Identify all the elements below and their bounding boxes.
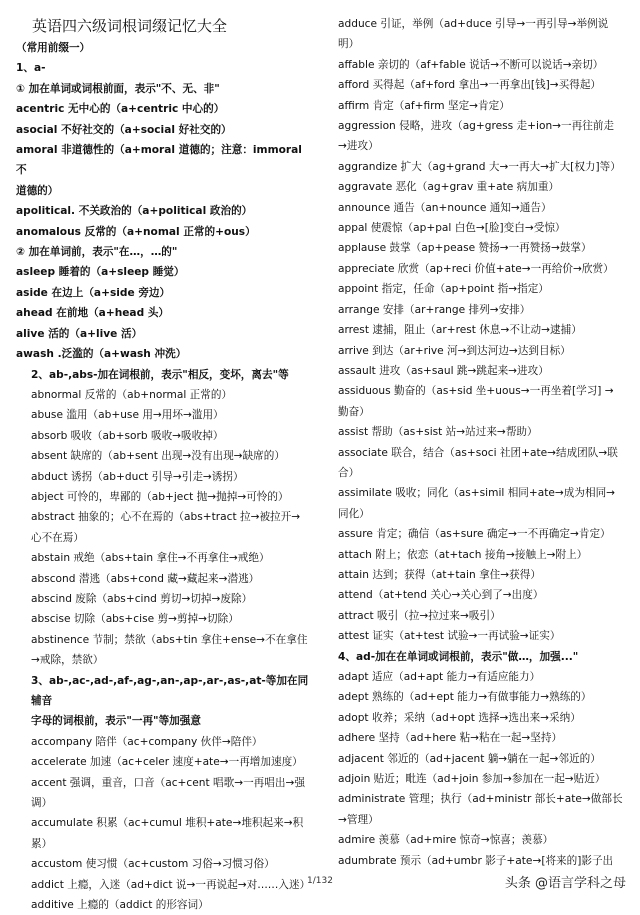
left-column-line: →戒除，禁欲） bbox=[31, 654, 104, 667]
left-column-line: （常用前缀一） bbox=[16, 42, 91, 54]
left-column-line: accent 强调，重音，口音（ac+cent 唱歌→一再唱出→强 bbox=[31, 776, 305, 789]
right-column-line: aggrandize 扩大（ag+grand 大→一再大→扩大[权力]等） bbox=[338, 160, 621, 173]
right-column-lines bbox=[338, 14, 630, 871]
right-column-line: 勤奋） bbox=[338, 405, 370, 418]
left-column-line: accumulate 积累（ac+cumul 堆积+ate→堆积起来→积 bbox=[31, 817, 304, 830]
right-column-line: 4、ad-加在在单词或词根前，表示"做…，加强..." bbox=[338, 650, 579, 663]
left-column-line: accompany 陪伴（ac+company 伙伴→陪伴） bbox=[31, 735, 263, 748]
left-column-line: acentric 无中心的（a+centric 中心的） bbox=[16, 103, 225, 116]
right-column-line: associate 联合，结合（as+soci 社团+ate→结成团队→联 bbox=[338, 446, 618, 459]
right-column-line: aggravate 恶化（ag+grav 重+ate 病加重） bbox=[338, 181, 560, 194]
left-column-line: amoral 非道德性的（a+moral 道德的；注意：immoral 不 bbox=[16, 144, 302, 177]
right-column-line: admire 羡慕（ad+mire 惊奇→惊喜；羡慕） bbox=[338, 834, 554, 847]
right-column-line: adapt 适应（ad+apt 能力→有适应能力） bbox=[338, 671, 541, 683]
left-column-line: abnormal 反常的（ab+normal 正常的） bbox=[31, 388, 233, 401]
left-column-line: ① 加在单词或词根前面，表示"不、无、非" bbox=[16, 82, 220, 95]
right-column-line: assault 进攻（as+saul 跳→跳起来→进攻） bbox=[338, 364, 549, 377]
page-number: 1/132 bbox=[307, 876, 333, 886]
left-column-line: absent 缺席的（ab+sent 出现→没有出现→缺席的） bbox=[31, 450, 285, 463]
left-column-line: abstain 戒绝（abs+tain 拿住→不再拿住→戒绝） bbox=[31, 552, 270, 565]
right-column-line: →管理） bbox=[338, 813, 379, 826]
right-column-line: appoint 指定，任命（ap+point 指→指定） bbox=[338, 283, 549, 296]
right-column-line: attest 证实（at+test 试验→一再试验→证实） bbox=[338, 630, 561, 643]
right-column-line: arrange 安排（ar+range 排列→安排） bbox=[338, 303, 531, 316]
left-column-line: abuse 滥用（ab+use 用→用坏→滥用） bbox=[31, 409, 224, 422]
right-column-line: assimilate 吸收；同化（as+simil 相同+ate→成为相同→ bbox=[338, 487, 616, 500]
right-column-line: applause 鼓掌（ap+pease 赞扬→一再赞扬→鼓掌） bbox=[338, 242, 592, 255]
right-column-line: administrate 管理；执行（ad+ministr 部长+ate→做部长 bbox=[338, 793, 623, 806]
left-column-line: asleep 睡着的（a+sleep 睡觉） bbox=[16, 266, 185, 279]
left-column-line: ahead 在前地（a+head 头） bbox=[16, 307, 170, 320]
left-column-line: 字母的词根前，表示"一再"等加强意 bbox=[31, 715, 201, 728]
right-column bbox=[338, 14, 630, 871]
right-column-line: assure 肯定；确信（as+sure 确定→一不再确定→肯定） bbox=[338, 528, 611, 541]
right-column-line: appal 使震惊（ap+pal 白色→[脸]变白→受惊） bbox=[338, 222, 566, 235]
right-column-line: adjacent 邻近的（ad+jacent 躺→躺在一起→邻近的） bbox=[338, 752, 601, 765]
right-column-line: affable 亲切的（af+fable 说话→不断可以说话→亲切） bbox=[338, 58, 604, 71]
left-column-line: abscise 切除（abs+cise 剪→剪掉→切除） bbox=[31, 613, 239, 626]
left-column-line: apolitical. 不关政治的（a+political 政治的） bbox=[16, 205, 253, 218]
right-column-line: afford 买得起（af+ford 拿出→一再拿出[钱]→买得起） bbox=[338, 79, 602, 92]
left-column-line: additive 上瘾的（addict 的形容词） bbox=[31, 899, 209, 912]
left-column bbox=[16, 14, 316, 915]
left-column-line: alive 活的（a+live 活） bbox=[16, 327, 143, 340]
right-column-line: attend（at+tend 关心→关心到了→出度） bbox=[338, 589, 544, 602]
left-column-line: 3、ab-,ac-,ad-,af-,ag-,an-,ap-,ar-,as-,at-等加在同辅音 bbox=[31, 674, 309, 707]
left-column-line: aside 在边上（a+side 旁边） bbox=[16, 286, 171, 299]
right-column-line: →进攻） bbox=[338, 140, 379, 153]
right-column-line: adopt 收养；采纳（ad+opt 选择→选出来→采纳） bbox=[338, 711, 581, 724]
left-column-line: accustom 使习惯（ac+custom 习俗→习惯习俗） bbox=[31, 858, 275, 871]
right-column-line: aggression 侵略，进攻（ag+gress 走+ion→一再往前走 bbox=[338, 120, 615, 133]
right-column-line: attach 附上；依恋（at+tach 接角→接触上→附上） bbox=[338, 548, 588, 561]
left-column-line: abscond 潜逃（abs+cond 藏→藏起来→潜逃） bbox=[31, 572, 260, 585]
left-column-line: 累） bbox=[31, 837, 53, 850]
left-column-line: abduct 诱拐（ab+duct 引导→引走→诱拐） bbox=[31, 470, 244, 483]
page-title: 英语四六级词根词缀记忆大全 bbox=[32, 17, 228, 35]
right-column-line: adjoin 贴近；毗连（ad+join 参加→参加在一起→贴近） bbox=[338, 773, 606, 786]
right-column-line: arrive 到达（ar+rive 河→到达河边→达到目标） bbox=[338, 344, 571, 357]
right-column-line: 明） bbox=[338, 38, 360, 51]
right-column-line: adduce 引证，举例（ad+duce 引导→一再引导→举例说 bbox=[338, 18, 609, 30]
right-column-line: 同化） bbox=[338, 507, 370, 520]
right-column-line: adumbrate 预示（ad+umbr 影子+ate→[将来的]影子出 bbox=[338, 854, 614, 867]
right-column-line: announce 通告（an+nounce 通知→通告） bbox=[338, 201, 552, 214]
right-column-line: attain 达到；获得（at+tain 拿住→获得） bbox=[338, 568, 541, 581]
left-column-line: 心不在焉） bbox=[31, 531, 84, 544]
left-column-line: 1、a- bbox=[16, 62, 46, 75]
left-column-line: accelerate 加速（ac+celer 速度+ate→一再增加速度） bbox=[31, 756, 303, 769]
left-column-line: absorb 吸收（ab+sorb 吸收→吸收掉） bbox=[31, 429, 224, 442]
right-column-line: appreciate 欣赏（ap+reci 价值+ate→一再给价→欣赏） bbox=[338, 262, 614, 275]
right-column-line: assist 帮助（as+sist 站→站过来→帮助） bbox=[338, 426, 538, 439]
left-column-line: abstinence 节制；禁欲（abs+tin 拿住+ense→不在拿住 bbox=[31, 633, 308, 646]
left-column-line: abject 可怜的，卑鄙的（ab+ject 抛→抛掉→可怜的） bbox=[31, 490, 289, 503]
left-column-line: 道德的） bbox=[16, 184, 59, 197]
left-column-line: 调） bbox=[31, 797, 53, 810]
left-column-lines bbox=[16, 38, 316, 915]
right-column-line: attract 吸引（拉→拉过来→吸引） bbox=[338, 609, 501, 622]
left-column-line: 2、ab-,abs-加在词根前，表示"相反，变坏，离去"等 bbox=[31, 368, 289, 381]
left-column-line: abscind 废除（abs+cind 剪切→切掉→废除） bbox=[31, 592, 253, 605]
right-column-line: 合） bbox=[338, 466, 360, 479]
left-column-line: addict 上瘾，入迷（ad+dict 说→一再说起→对……入迷） bbox=[31, 878, 311, 891]
right-column-line: affirm 肯定（af+firm 坚定→肯定） bbox=[338, 99, 510, 112]
right-column-line: adhere 坚持（ad+here 粘→粘在一起→坚持） bbox=[338, 732, 563, 745]
left-column-line: asocial 不好社交的（a+social 好社交的） bbox=[16, 123, 232, 136]
left-column-line: anomalous 反常的（a+nomal 正常的+ous） bbox=[16, 225, 256, 238]
left-column-line: abstract 抽象的；心不在焉的（abs+tract 拉→被拉开→ bbox=[31, 511, 301, 524]
right-column-line: arrest 逮捕，阻止（ar+rest 休息→不让动→逮捕） bbox=[338, 324, 582, 337]
left-column-line: awash .泛滥的（a+wash 冲洗） bbox=[16, 348, 187, 361]
left-column-line: ② 加在单词前，表示"在…，…的" bbox=[16, 246, 178, 259]
watermark: 头条 @语言学科之母 bbox=[504, 876, 626, 891]
right-column-line: assiduous 勤奋的（as+sid 坐+uous→一再坐着[学习] → bbox=[338, 385, 614, 398]
right-column-line: adept 熟练的（ad+ept 能力→有做事能力→熟练的） bbox=[338, 691, 592, 704]
